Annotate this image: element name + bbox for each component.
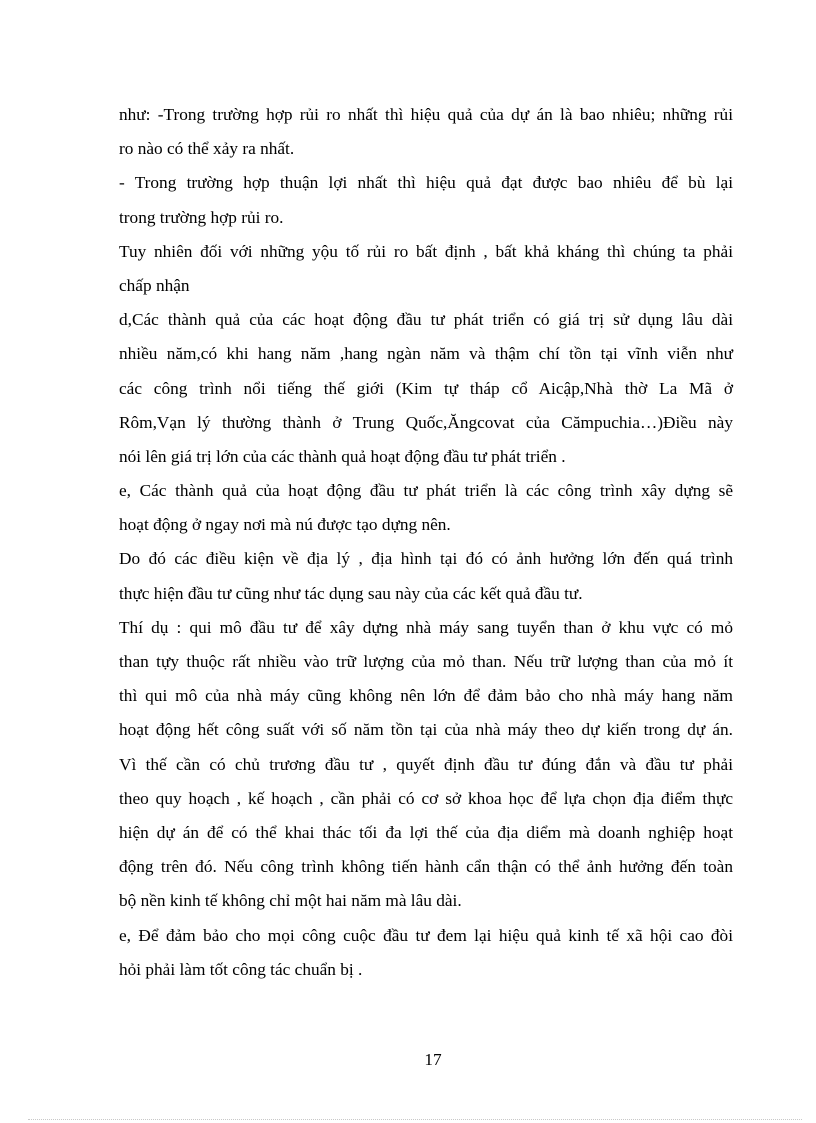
text-line: động trên đó. Nếu công trình không tiến hành cẩn thận có thể ảnh hưởng đến toàn — [119, 857, 733, 877]
text-line: Thí dụ : qui mô đầu tư để xây dựng nhà máy sang tuyển than ở khu vực có mỏ — [119, 617, 733, 637]
text-line: trong trường hợp rủi ro. — [119, 207, 284, 227]
text-line: thì qui mô của nhà máy cũng không nên lớn để đảm bảo cho nhà máy hang năm — [119, 686, 733, 706]
text-line: theo quy hoạch , kế hoạch , cần phải có cơ sở khoa học để lựa chọn địa điểm thực — [119, 788, 733, 808]
text-line: Tuy nhiên đối với những yộu tố rủi ro bất định , bất khả kháng thì chúng ta phải — [119, 241, 733, 261]
text-line: chấp nhận — [119, 275, 190, 295]
text-line: Do đó các điều kiện về địa lý , địa hình tại đó có ảnh hưởng lớn đến quá trình — [119, 549, 733, 569]
text-line: bộ nền kinh tế không chỉ một hai năm mà lâu dài. — [119, 891, 462, 911]
footer-divider — [28, 1119, 802, 1120]
text-line: nhiều năm,có khi hang năm ,hang ngàn năm và thậm chí tồn tại vĩnh viễn như — [119, 344, 733, 364]
body-text — [119, 98, 733, 987]
text-line: Vì thế cần có chủ trương đầu tư , quyết định đầu tư đúng đắn và đầu tư phải — [119, 754, 733, 774]
text-line: như: -Trong trường hợp rủi ro nhất thì hiệu quả của dự án là bao nhiêu; những rủi — [119, 105, 733, 124]
text-line: e, Để đảm bảo cho mọi công cuộc đầu tư đem lại hiệu quả kinh tế xã hội cao đòi — [119, 925, 733, 945]
text-line: - Trong trường hợp thuận lợi nhất thì hiệu quả đạt được bao nhiêu để bù lại — [119, 173, 733, 193]
text-line: các công trình nổi tiếng thế giới (Kim tự tháp cổ Aicập,Nhà thờ La Mã ở — [119, 378, 733, 398]
text-line: hoạt động ở ngay nơi mà nú được tạo dựng nên. — [119, 515, 451, 535]
text-line: d,Các thành quả của các hoạt động đầu tư phát triển có giá trị sử dụng lâu dài — [119, 310, 733, 330]
page-number: 17 — [424, 1050, 442, 1069]
text-line: ro nào có thể xảy ra nhất. — [119, 139, 295, 159]
text-line: hoạt động hết công suất với số năm tồn tại của nhà máy theo dự kiến trong dự án. — [119, 720, 733, 740]
text-line: Rôm,Vạn lý thường thành ở Trung Quốc,Ăngcovat của Cămpuchia…)Điều này — [119, 412, 733, 432]
text-line: e, Các thành quả của hoạt động đầu tư phát triển là các công trình xây dựng sẽ — [119, 481, 733, 501]
text-line: thực hiện đầu tư cũng như tác dụng sau này của các kết quả đầu tư. — [119, 583, 583, 603]
text-line: hiện dự án để có thể khai thác tối đa lợi thế của địa diểm mà doanh nghiệp hoạt — [119, 822, 733, 842]
text-line: hỏi phải làm tốt công tác chuẩn bị . — [119, 959, 363, 979]
text-line: nói lên giá trị lớn của các thành quả hoạt động đầu tư phát triển . — [119, 446, 566, 466]
text-line: than tựy thuộc rất nhiều vào trữ lượng của mỏ than. Nếu trữ lượng than của mỏ ít — [119, 652, 733, 671]
